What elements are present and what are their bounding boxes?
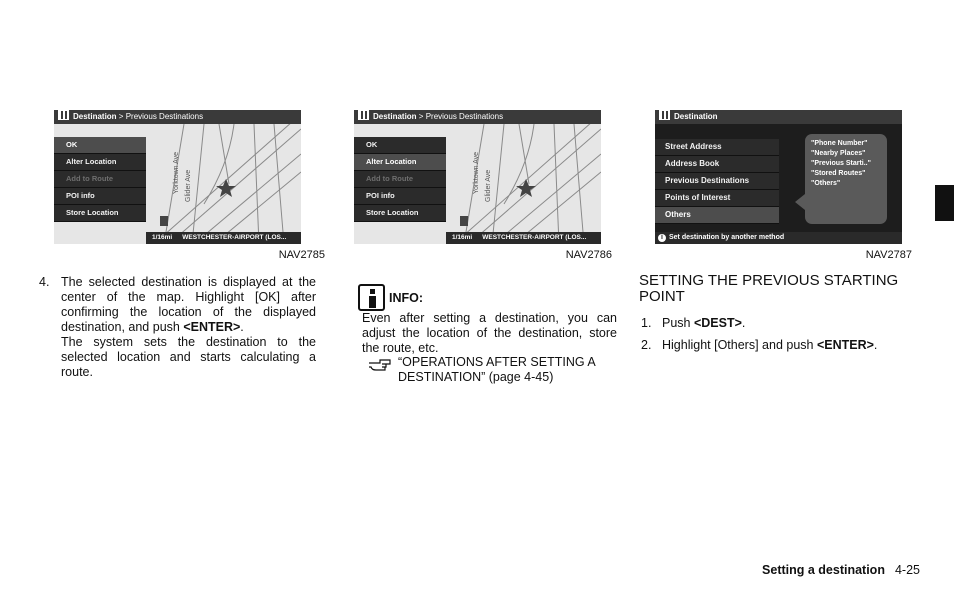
menu-item-ok[interactable]: OK (54, 137, 146, 154)
bubble-item: "Phone Number" (811, 140, 868, 147)
flag-icon (58, 110, 69, 120)
screen-subtitle: > Previous Destinations (118, 112, 204, 121)
info-icon (358, 284, 385, 311)
menu-item-store-location[interactable]: Store Location (54, 205, 146, 222)
step-text: The selected destination is displayed at the center of the map. Highlight [OK] after confirming the location of the displayed destination, and push (61, 275, 316, 334)
menu-item-address-book[interactable]: Address Book (655, 156, 779, 173)
reference-text: “OPERATIONS AFTER SETTING A DESTINATION” (page 4-45) (398, 355, 596, 384)
screenshot-nav2787 (655, 110, 902, 244)
step-2 (641, 338, 877, 353)
location-name: WESTCHESTER-AIRPORT (LOS... (482, 234, 587, 241)
step-number: 2. (641, 338, 652, 352)
steps-list (641, 316, 877, 360)
location-bar (146, 232, 301, 244)
screen-title-bar (655, 110, 902, 124)
key-dest: <DEST> (693, 316, 742, 330)
menu-item-points-of-interest[interactable]: Points of Interest (655, 190, 779, 207)
step-number: 4. (39, 275, 50, 289)
screen-title-bar (54, 110, 301, 124)
map-scale: 1/16mi (152, 234, 173, 241)
bubble-item: "Nearby Places" (811, 150, 866, 157)
step-text: Push (662, 316, 694, 330)
screen-title: Destination (674, 112, 718, 121)
location-name: WESTCHESTER-AIRPORT (LOS... (182, 234, 287, 241)
flag-icon (659, 110, 670, 120)
menu-item-street-address[interactable]: Street Address (655, 139, 779, 156)
step-result-text: The system sets the destination to the selected location and starts calculating a route. (61, 335, 316, 379)
menu-item-ok[interactable]: OK (354, 137, 446, 154)
screen-title-bar (354, 110, 601, 124)
flag-icon (358, 110, 369, 120)
poi-icon (160, 216, 168, 226)
menu-item-add-to-route[interactable]: Add to Route (54, 171, 146, 188)
bubble-item: "Stored Routes" (811, 170, 866, 177)
menu-list (54, 137, 146, 222)
info-heading (358, 284, 423, 311)
bubble-item: "Others" (811, 180, 841, 187)
step-text-end: . (873, 338, 878, 352)
step-1 (641, 316, 877, 331)
menu-item-alter-location[interactable]: Alter Location (54, 154, 146, 171)
menu-list (354, 137, 446, 222)
step-text: Highlight [Others] and push (662, 338, 817, 352)
chapter-tab (935, 185, 954, 221)
step-text-end: . (741, 316, 746, 330)
info-text: Even after setting a destination, you can adjust the location of the destination, store the route, etc. (362, 311, 617, 355)
screen-subtitle: > Previous Destinations (418, 112, 504, 121)
screen-footer-text: Set destination by another method (669, 234, 785, 241)
footer-section: Setting a destination (762, 563, 885, 577)
step-4 (39, 275, 316, 380)
step-number: 1. (641, 316, 652, 330)
figure-caption: NAV2785 (278, 249, 325, 261)
map-scale: 1/16mi (452, 234, 473, 241)
page-footer (700, 563, 920, 577)
figure-caption: NAV2786 (565, 249, 612, 261)
screenshot-nav2786 (354, 110, 601, 244)
menu-item-add-to-route[interactable]: Add to Route (354, 171, 446, 188)
location-bar (446, 232, 601, 244)
key-enter: <ENTER> (183, 320, 241, 334)
menu-item-alter-location[interactable]: Alter Location (354, 154, 446, 171)
pointing-hand-icon (368, 357, 392, 373)
step-text-end: . (240, 320, 244, 334)
map-label: Glider Ave (185, 169, 192, 202)
poi-icon (460, 216, 468, 226)
screen-title: Destination (373, 112, 417, 121)
figure-caption: NAV2787 (865, 249, 912, 261)
menu-item-store-location[interactable]: Store Location (354, 205, 446, 222)
screenshot-nav2785 (54, 110, 301, 244)
menu-item-others[interactable]: Others (655, 207, 779, 224)
section-heading: SETTING THE PREVIOUS STARTING POINT (639, 272, 899, 305)
menu-item-poi-info[interactable]: POI info (354, 188, 446, 205)
menu-item-poi-info[interactable]: POI info (54, 188, 146, 205)
info-label: INFO: (389, 290, 424, 305)
bubble-item: "Previous Starti.." (811, 160, 871, 167)
menu-list (655, 139, 779, 224)
page-number: 4-25 (894, 563, 920, 577)
map-label: Glider Ave (485, 169, 492, 202)
map-label: Yorktown Ave (173, 151, 180, 194)
screen-title: Destination (73, 112, 117, 121)
screen-footer (655, 232, 902, 244)
others-options-bubble (805, 134, 887, 224)
map-label: Yorktown Ave (473, 151, 480, 194)
key-enter: <ENTER> (816, 338, 874, 352)
menu-item-previous-destinations[interactable]: Previous Destinations (655, 173, 779, 190)
info-icon: i (658, 234, 666, 242)
